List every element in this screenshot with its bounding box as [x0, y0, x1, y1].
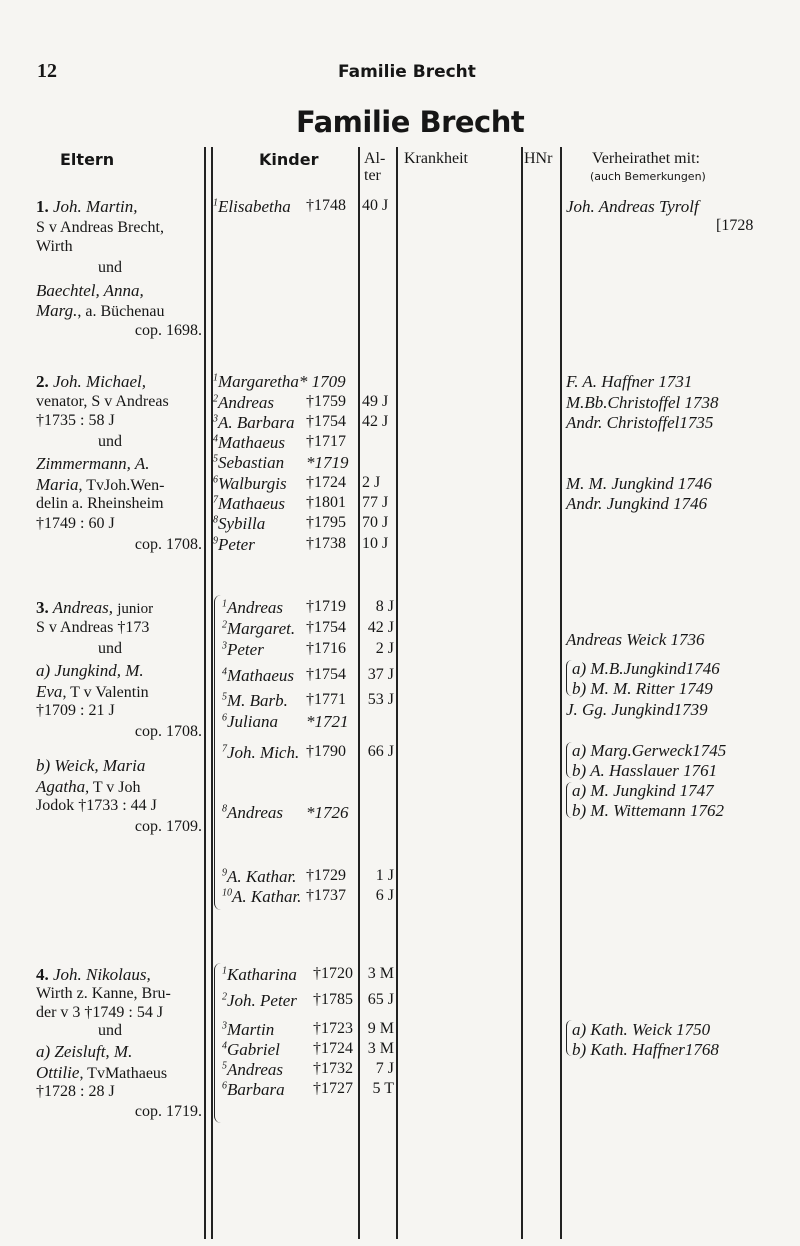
spouse: b) Kath. Haffner1768	[572, 1040, 719, 1059]
bracket	[214, 963, 221, 1123]
child-age: 42 J	[367, 619, 394, 636]
family-1-mother: Baechtel, Anna,	[36, 281, 144, 300]
child-age: 9 M	[367, 1020, 394, 1037]
spouse: a) M.B.Jungkind1746	[572, 659, 720, 678]
child-age: 70 J	[362, 514, 389, 531]
header-bemerkungen: (auch Bemerkungen)	[590, 170, 706, 183]
child-date: †1754	[306, 666, 346, 683]
spouse: b) M. M. Ritter 1749	[572, 679, 713, 698]
child-date: †1738	[306, 535, 346, 552]
family-1-und: und	[98, 259, 122, 276]
child-age: 6 J	[375, 887, 394, 904]
child-name: $^5$M. Barb.	[222, 691, 288, 710]
bracket	[214, 595, 221, 910]
child-name: $^1$Elisabetha	[213, 197, 291, 216]
family-2-father-line: †1735 : 58 J	[36, 412, 115, 429]
child-name: $^4$Mathaeus	[213, 433, 286, 452]
child-name: $^3$Martin	[222, 1020, 275, 1039]
child-date: †1720	[313, 965, 353, 982]
child-name: $^7$Joh. Mich.	[222, 743, 300, 762]
column-divider-2	[211, 147, 213, 1239]
child-date: *1726	[306, 803, 349, 822]
child-age: 65 J	[367, 991, 394, 1008]
child-name: $^5$Sebastian	[213, 453, 285, 472]
family-2-mother-line: delin a. Rheinsheim	[36, 495, 164, 512]
family-1-father-line: Wirth	[36, 238, 73, 255]
family-1-mother-line: Marg., a. Büchenau	[36, 301, 165, 320]
child-age: 10 J	[362, 535, 389, 552]
child-date: †1759	[306, 393, 346, 410]
family-4-father: 4. Joh. Nikolaus,	[36, 965, 151, 984]
family-3-father: 3. Andreas, junior	[36, 598, 154, 617]
family-1-father-line: S v Andreas Brecht,	[36, 219, 164, 236]
spouse: a) Kath. Weick 1750	[572, 1020, 711, 1039]
spouse: F. A. Haffner 1731	[566, 372, 693, 391]
child-name: $^{10}$A. Kathar.	[222, 887, 302, 906]
spouse: a) M. Jungkind 1747	[572, 781, 714, 800]
running-title: Familie Brecht	[338, 62, 476, 82]
child-age: 42 J	[362, 413, 389, 430]
child-date: †1732	[313, 1060, 353, 1077]
column-divider-6	[560, 147, 562, 1239]
column-divider-5	[521, 147, 523, 1239]
child-name: $^5$Andreas	[222, 1060, 284, 1079]
spouse: M.Bb.Christoffel 1738	[566, 393, 719, 412]
header-hnr: HNr	[524, 150, 553, 167]
child-age: 66 J	[367, 743, 394, 760]
spouse: Andr. Christoffel1735	[566, 413, 714, 432]
family-4-father-line: der v 3 †1749 : 54 J	[36, 1004, 164, 1021]
child-name: $^2$Joh. Peter	[222, 991, 297, 1010]
family-4-cop: cop. 1719.	[134, 1103, 202, 1120]
spouse: b) A. Hasslauer 1761	[572, 761, 718, 780]
child-name: $^1$Margaretha* 1709	[213, 372, 346, 391]
spouse-note: [1728	[716, 217, 754, 234]
child-name: $^2$Margaret.	[222, 619, 296, 638]
child-date: †1754	[306, 619, 346, 636]
family-4-mother-line: Ottilie, TvMathaeus	[36, 1063, 168, 1082]
family-1-cop: cop. 1698.	[134, 322, 202, 339]
child-date: †1754	[306, 413, 346, 430]
child-name: $^3$Peter	[222, 640, 264, 659]
child-date: †1716	[306, 640, 346, 657]
spouse: Joh. Andreas Tyrolf	[566, 197, 699, 216]
child-age: 3 M	[367, 1040, 394, 1057]
spouse: a) Marg.Gerweck1745	[572, 741, 727, 760]
family-4-und: und	[98, 1022, 122, 1039]
header-eltern: Eltern	[60, 150, 115, 169]
child-date: †1717	[306, 433, 346, 450]
column-divider-4	[396, 147, 398, 1239]
child-name: $^1$Andreas	[222, 598, 284, 617]
child-name: $^6$Walburgis	[213, 474, 287, 493]
child-date: †1785	[313, 991, 353, 1008]
family-1-father: 1. Joh. Martin,	[36, 197, 138, 216]
child-age: 5 T	[372, 1080, 394, 1097]
child-date: †1795	[306, 514, 346, 531]
family-4-mother: a) Zeisluft, M.	[36, 1042, 133, 1061]
page-title: Familie Brecht	[296, 105, 525, 139]
family-2-mother-line: Maria, TvJoh.Wen-	[36, 475, 165, 494]
child-age: 7 J	[375, 1060, 394, 1077]
child-age: 49 J	[362, 393, 389, 410]
family-3-mother-b-line: Agatha, T v Joh	[36, 777, 141, 796]
child-name: $^3$A. Barbara	[213, 413, 295, 432]
child-date: †1748	[306, 197, 346, 214]
child-date: †1737	[306, 887, 346, 904]
child-name: $^2$Andreas	[213, 393, 275, 412]
child-name: $^9$A. Kathar.	[222, 867, 297, 886]
child-name: $^8$Andreas	[222, 803, 284, 822]
family-3-mother-b-line: Jodok †1733 : 44 J	[36, 797, 157, 814]
spouse: Andr. Jungkind 1746	[566, 494, 708, 513]
child-age: 2 J	[375, 640, 394, 657]
child-age: 77 J	[362, 494, 389, 511]
family-2-cop: cop. 1708.	[134, 536, 202, 553]
child-date: †1790	[306, 743, 346, 760]
header-krankheit: Krankheit	[404, 150, 468, 167]
family-2-mother-line: †1749 : 60 J	[36, 515, 115, 532]
child-name: $^6$Barbara	[222, 1080, 285, 1099]
header-verheiratet: Verheirathet mit:	[592, 150, 700, 167]
child-date: †1724	[306, 474, 346, 491]
child-age: 8 J	[375, 598, 394, 615]
spouse: b) M. Wittemann 1762	[572, 801, 725, 820]
column-divider-1	[204, 147, 206, 1239]
spouse: M. M. Jungkind 1746	[566, 474, 712, 493]
child-name: $^9$Peter	[213, 535, 255, 554]
child-date: †1771	[306, 691, 346, 708]
child-name: $^6$Juliana	[222, 712, 278, 731]
child-age: 3 M	[367, 965, 394, 982]
page-number: 12	[37, 60, 57, 82]
family-3-father-line: S v Andreas †173	[36, 619, 150, 636]
spouse: Andreas Weick 1736	[566, 630, 705, 649]
child-age: 1 J	[375, 867, 394, 884]
family-2-father-line: venator, S v Andreas	[36, 393, 169, 410]
child-date: *1721	[306, 712, 349, 731]
family-3-cop-a: cop. 1708.	[134, 723, 202, 740]
child-name: $^4$Gabriel	[222, 1040, 280, 1059]
child-date: †1727	[313, 1080, 353, 1097]
child-name: $^1$Katharina	[222, 965, 297, 984]
child-name: $^7$Mathaeus	[213, 494, 286, 513]
family-2-mother: Zimmermann, A.	[36, 454, 150, 473]
family-4-mother-line: †1728 : 28 J	[36, 1083, 115, 1100]
family-2-und: und	[98, 433, 122, 450]
child-age: 2 J	[362, 474, 381, 491]
family-3-und: und	[98, 640, 122, 657]
child-date: †1723	[313, 1020, 353, 1037]
child-date: †1729	[306, 867, 346, 884]
child-age: 53 J	[367, 691, 394, 708]
family-2-father: 2. Joh. Michael,	[36, 372, 146, 391]
child-name: $^4$Mathaeus	[222, 666, 295, 685]
child-age: 40 J	[362, 197, 389, 214]
child-date: †1724	[313, 1040, 353, 1057]
child-date: †1801	[306, 494, 346, 511]
child-date: †1719	[306, 598, 346, 615]
header-kinder: Kinder	[259, 150, 319, 169]
spouse: J. Gg. Jungkind1739	[566, 700, 708, 719]
child-date: *1719	[306, 453, 349, 472]
family-3-mother-a-line: Eva, T v Valentin	[36, 682, 149, 701]
child-age: 37 J	[367, 666, 394, 683]
family-3-mother-b: b) Weick, Maria	[36, 756, 146, 775]
family-3-mother-a: a) Jungkind, M.	[36, 661, 144, 680]
family-3-cop-b: cop. 1709.	[134, 818, 202, 835]
child-name: $^8$Sybilla	[213, 514, 266, 533]
family-3-mother-a-line: †1709 : 21 J	[36, 702, 115, 719]
family-4-father-line: Wirth z. Kanne, Bru-	[36, 985, 171, 1002]
header-alter: Al- ter	[364, 150, 386, 184]
